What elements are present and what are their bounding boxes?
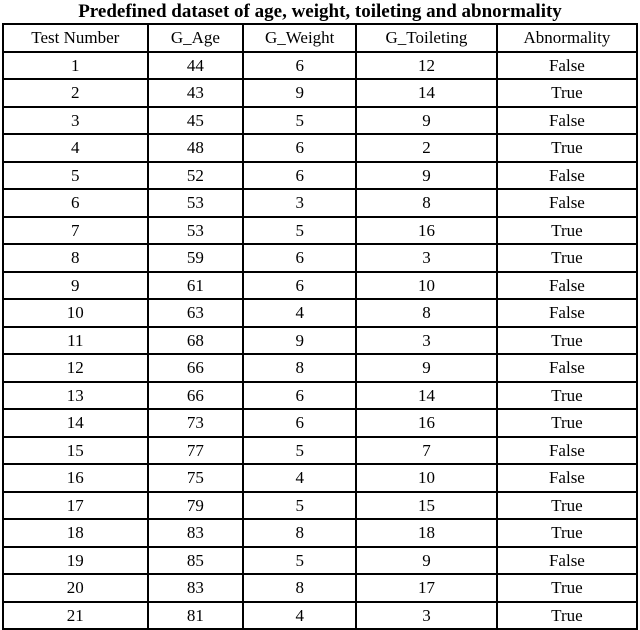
- table-cell: True: [497, 217, 637, 245]
- table-cell: 6: [243, 409, 356, 437]
- table-cell: False: [497, 299, 637, 327]
- table-row: [3, 272, 637, 300]
- table-row: [3, 162, 637, 190]
- table-cell: 81: [148, 602, 244, 630]
- table-row: [3, 52, 637, 80]
- table-cell: 6: [243, 272, 356, 300]
- table-row: [3, 602, 637, 630]
- table-row: [3, 327, 637, 355]
- table-row: [3, 134, 637, 162]
- table-row: [3, 519, 637, 547]
- table-cell: 10: [3, 299, 148, 327]
- table-cell: True: [497, 79, 637, 107]
- table-cell: 8: [356, 299, 497, 327]
- table-cell: 6: [243, 244, 356, 272]
- table-cell: 4: [3, 134, 148, 162]
- table-cell: 8: [3, 244, 148, 272]
- table-cell: True: [497, 327, 637, 355]
- table-cell: 3: [356, 327, 497, 355]
- table-cell: 15: [3, 437, 148, 465]
- table-cell: 63: [148, 299, 244, 327]
- table-row: [3, 107, 637, 135]
- table-cell: 61: [148, 272, 244, 300]
- table-cell: 43: [148, 79, 244, 107]
- header-row: [3, 24, 637, 52]
- table-cell: 53: [148, 189, 244, 217]
- table-cell: 79: [148, 492, 244, 520]
- table-cell: 9: [356, 107, 497, 135]
- table-cell: 2: [3, 79, 148, 107]
- table-cell: True: [497, 602, 637, 630]
- table-cell: 10: [356, 272, 497, 300]
- table-row: [3, 189, 637, 217]
- table-cell: False: [497, 52, 637, 80]
- table-row: [3, 354, 637, 382]
- table-cell: False: [497, 437, 637, 465]
- table-cell: 53: [148, 217, 244, 245]
- table-row: [3, 547, 637, 575]
- header-g-toileting: G_Toileting: [356, 24, 497, 52]
- table-cell: 8: [243, 574, 356, 602]
- table-row: [3, 464, 637, 492]
- header-abnormality: Abnormality: [497, 24, 637, 52]
- table-cell: 9: [3, 272, 148, 300]
- header-g-weight: G_Weight: [243, 24, 356, 52]
- table-cell: 8: [243, 519, 356, 547]
- dataset-table: [2, 23, 638, 630]
- table-cell: False: [497, 272, 637, 300]
- table-cell: 16: [356, 409, 497, 437]
- table-cell: 6: [3, 189, 148, 217]
- table-cell: 59: [148, 244, 244, 272]
- table-cell: 14: [356, 382, 497, 410]
- table-cell: True: [497, 492, 637, 520]
- table-cell: 48: [148, 134, 244, 162]
- table-cell: True: [497, 519, 637, 547]
- table-cell: 21: [3, 602, 148, 630]
- table-cell: 66: [148, 354, 244, 382]
- table-cell: 11: [3, 327, 148, 355]
- table-cell: 6: [243, 134, 356, 162]
- table-cell: 16: [356, 217, 497, 245]
- table-cell: True: [497, 409, 637, 437]
- table-cell: True: [497, 134, 637, 162]
- table-cell: 7: [3, 217, 148, 245]
- table-cell: 12: [356, 52, 497, 80]
- table-cell: 2: [356, 134, 497, 162]
- table-cell: 83: [148, 574, 244, 602]
- table-cell: False: [497, 464, 637, 492]
- table-cell: 3: [356, 244, 497, 272]
- table-cell: 10: [356, 464, 497, 492]
- table-cell: 18: [356, 519, 497, 547]
- table-cell: 83: [148, 519, 244, 547]
- table-cell: 5: [243, 107, 356, 135]
- table-cell: 6: [243, 382, 356, 410]
- table-cell: 45: [148, 107, 244, 135]
- table-cell: 5: [243, 492, 356, 520]
- table-row: [3, 382, 637, 410]
- table-row: [3, 79, 637, 107]
- table-cell: 18: [3, 519, 148, 547]
- table-cell: 68: [148, 327, 244, 355]
- table-caption: Predefined dataset of age, weight, toileting and abnormality: [78, 1, 562, 22]
- table-body: [3, 52, 637, 630]
- table-cell: 73: [148, 409, 244, 437]
- table-cell: 5: [243, 547, 356, 575]
- table-cell: 66: [148, 382, 244, 410]
- table-cell: True: [497, 382, 637, 410]
- table-cell: 17: [3, 492, 148, 520]
- table-cell: 6: [243, 52, 356, 80]
- table-row: [3, 299, 637, 327]
- table-cell: 5: [243, 217, 356, 245]
- table-cell: True: [497, 574, 637, 602]
- header-test-number: Test Number: [3, 24, 148, 52]
- table-cell: False: [497, 547, 637, 575]
- table-cell: 5: [243, 437, 356, 465]
- table-cell: 44: [148, 52, 244, 80]
- table-row: [3, 409, 637, 437]
- table-cell: 3: [356, 602, 497, 630]
- table-row: [3, 574, 637, 602]
- table-row: [3, 244, 637, 272]
- table-cell: 14: [356, 79, 497, 107]
- table-cell: 4: [243, 464, 356, 492]
- table-cell: 85: [148, 547, 244, 575]
- table-cell: 1: [3, 52, 148, 80]
- table-cell: 9: [356, 354, 497, 382]
- table-cell: False: [497, 189, 637, 217]
- table-cell: 16: [3, 464, 148, 492]
- table-cell: 9: [243, 327, 356, 355]
- table-cell: False: [497, 354, 637, 382]
- header-g-age: G_Age: [148, 24, 244, 52]
- table-cell: 4: [243, 299, 356, 327]
- table-cell: 3: [3, 107, 148, 135]
- table-row: [3, 217, 637, 245]
- table-cell: 9: [356, 162, 497, 190]
- table-cell: 17: [356, 574, 497, 602]
- table-cell: 5: [3, 162, 148, 190]
- table-cell: 9: [243, 79, 356, 107]
- table-cell: 9: [356, 547, 497, 575]
- table-cell: 7: [356, 437, 497, 465]
- table-cell: True: [497, 244, 637, 272]
- table-row: [3, 492, 637, 520]
- table-cell: 77: [148, 437, 244, 465]
- table-cell: False: [497, 107, 637, 135]
- table-cell: 8: [243, 354, 356, 382]
- table-cell: False: [497, 162, 637, 190]
- table-cell: 3: [243, 189, 356, 217]
- table-cell: 6: [243, 162, 356, 190]
- table-cell: 20: [3, 574, 148, 602]
- table-cell: 8: [356, 189, 497, 217]
- table-cell: 12: [3, 354, 148, 382]
- table-cell: 13: [3, 382, 148, 410]
- table-cell: 15: [356, 492, 497, 520]
- table-cell: 52: [148, 162, 244, 190]
- table-cell: 4: [243, 602, 356, 630]
- table-cell: 75: [148, 464, 244, 492]
- table-cell: 19: [3, 547, 148, 575]
- table-cell: 14: [3, 409, 148, 437]
- table-row: [3, 437, 637, 465]
